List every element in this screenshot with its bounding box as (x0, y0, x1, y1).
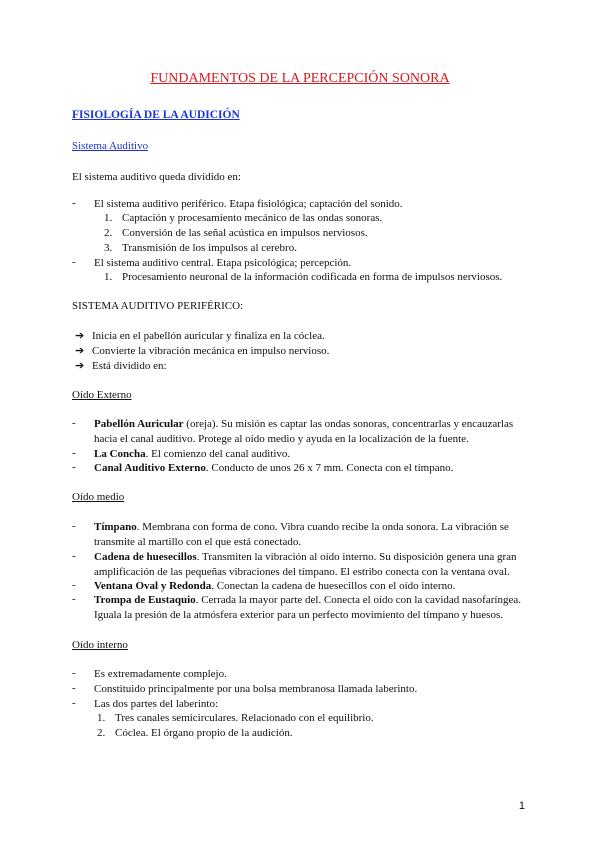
dash-marker: - (72, 417, 76, 429)
dash-marker: - (72, 593, 76, 605)
subheading-sistema-auditivo: Sistema Auditivo (72, 140, 149, 152)
arrow-right-icon: ➔ (75, 360, 85, 372)
page-number: 1 (518, 800, 525, 812)
subheading-oido-interno: Oído interno (72, 639, 128, 651)
dash-marker: - (72, 697, 76, 709)
dash-marker: - (72, 197, 76, 209)
dash-marker: - (72, 447, 76, 459)
arrow-right-icon: ➔ (75, 345, 85, 357)
section-heading-fisiologia: FISIOLOGÍA DE LA AUDICIÓN (72, 109, 240, 121)
document-title: FUNDAMENTOS DE LA PERCEPCIÓN SONORA (150, 71, 450, 86)
dash-marker: - (72, 461, 76, 473)
document-page: FUNDAMENTOS DE LA PERCEPCIÓN SONORA FISIOLOGÍA DE LA AUDICIÓN Sistema Auditivo El sistema auditivo queda dividido en: - El sistema auditivo periférico. Etapa fisiológica; captación del sonido. 1. Captación y procesamiento mecánico de las ondas sonoras. 2. Conversión de las señal acústica en impulsos nerviosos. 3. Transmisión de los impulsos al cerebro. - El sistema auditivo central. Etapa psicológica; percepción. 1. Procesamiento neuronal de la información codificada en forma de impulsos nerviosos. SISTEMA AUDITIVO PERIFÉRICO: ➔ Inicia en el pabellón auricular y finaliza en la cóclea. ➔ Convierte la vibración mecánica en impulso nervioso. ➔ Está dividido en: Oído Externo - Pabellón Auricular (oreja). Su misión es captar las ondas sonoras, concentrarlas y encauzarlas hacia el canal auditivo. Protege al oído medio y ayuda en la localización de la fuente. - La Concha. El comienzo del canal auditivo. - Canal Auditivo Externo. Conducto de unos 26 x 7 mm. Conecta con el tímpano. Oído medio - Tímpano. Membrana con forma de cono. Vibra cuando recibe la onda sonora. La vibración se transmite al martillo con el que está conectado. - Cadena de huesecillos. Transmiten la vibración al oído interno. Su disposición genera una gran amplificación de las pequeñas vibraciones del tímpano. El estribo conecta con la ventana oval. - Ventana Oval y Redonda. Conectan la cadena de huesecillos con el oído interno. - Trompa de Eustaquio. Cerrada la mayor parte del. Conecta el oído con la cavidad nasofaríngea. Iguala la presión de la atmósfera exterior para un perfecto movimiento del tímpano y huesos. Oído interno - Es extremadamente complejo. - Constituido principalmente por una bolsa membranosa llamada laberinto. - Las dos partes del laberinto: 1. Tres canales semicirculares. Relacionado con el equilibrio. 2. Cóclea. El órgano propio de la audición. 1 (0, 0, 600, 848)
subheading-oido-externo: Oído Externo (72, 389, 132, 401)
periferico-heading: SISTEMA AUDITIVO PERIFÉRICO: (72, 300, 244, 312)
intro-text: El sistema auditivo queda dividido en: (72, 171, 241, 183)
dash-marker: - (72, 682, 76, 694)
dash-marker: - (72, 256, 76, 268)
subheading-oido-medio: Oído medio (72, 491, 125, 503)
dash-marker: - (72, 520, 76, 532)
dash-marker: - (72, 579, 76, 591)
arrow-right-icon: ➔ (75, 330, 85, 342)
dash-marker: - (72, 550, 76, 562)
dash-marker: - (72, 667, 76, 679)
